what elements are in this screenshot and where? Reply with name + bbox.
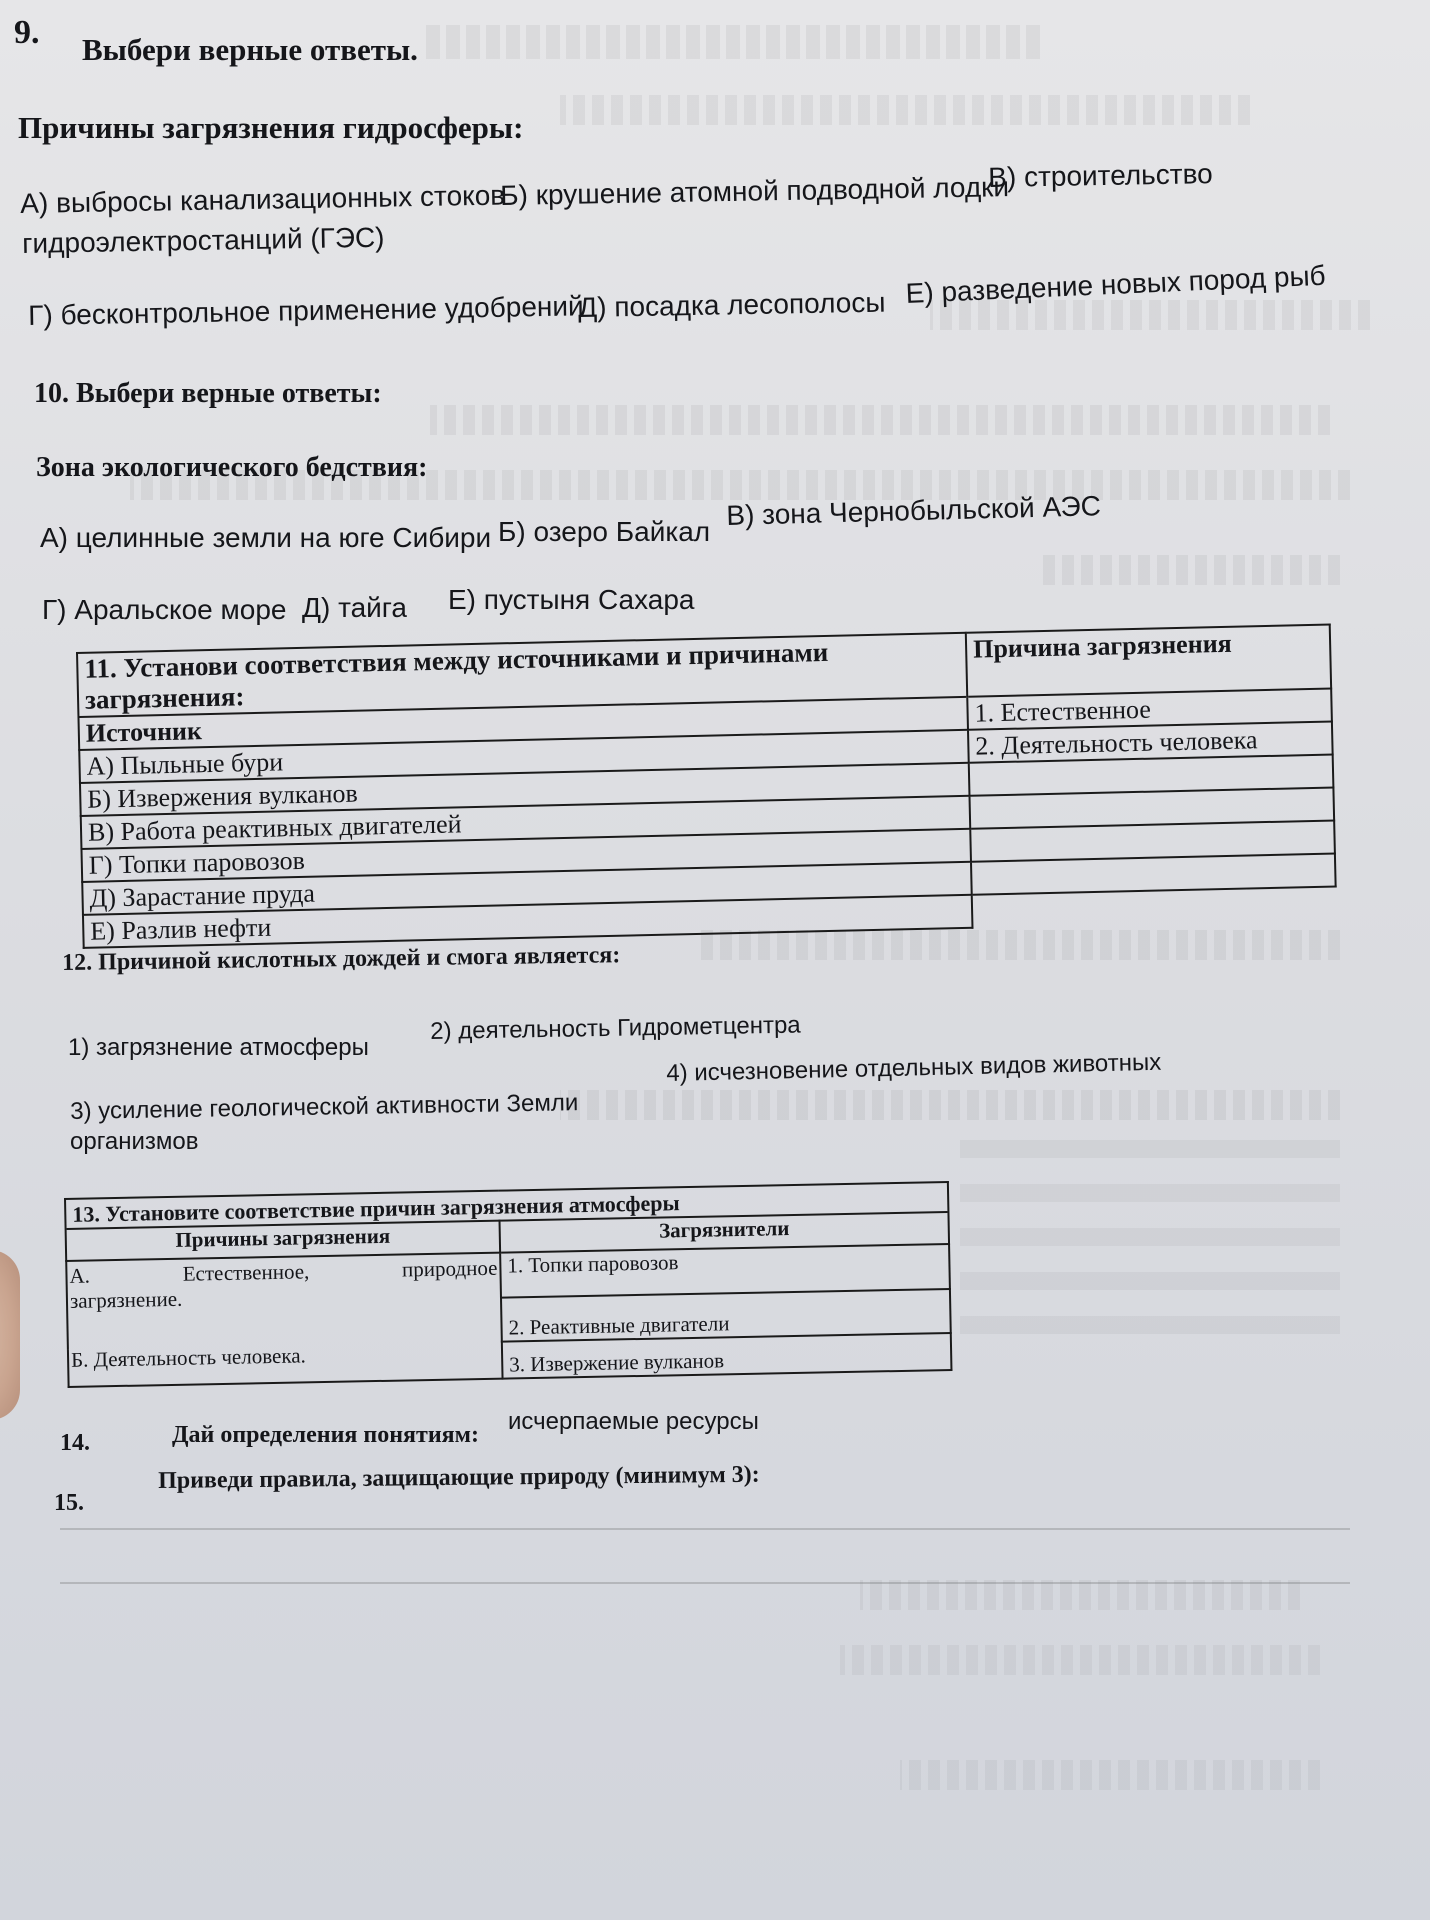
q10-option-d: Г) Аральское море (42, 594, 287, 625)
q9-option-b: Б) крушение атомной подводной лодки (500, 171, 1010, 211)
q9-subtitle: Причины загрязнения гидросферы: (18, 110, 524, 145)
q12-option-1: 1) загрязнение атмосферы (68, 1034, 369, 1061)
q11-title: 11. Установи соответствия между источниками и причинами загрязнения: (77, 633, 967, 717)
q11-source-f: Е) Разлив нефти (83, 895, 973, 948)
q10-option-c: В) зона Чернобыльской АЭС (726, 490, 1102, 531)
q10-subtitle: Зона экологического бедствия: (36, 452, 428, 483)
q13-cause-a-word-3: загрязнение. (69, 1286, 183, 1313)
q13-cause-a-word: Естественное, (182, 1259, 310, 1286)
q11-header-source: Источник (78, 697, 968, 750)
q9-prompt: Выбери верные ответы. (82, 32, 418, 67)
q11-source-c: В) Работа реактивных двигателей (81, 796, 971, 849)
q9-option-e: Д) посадка лесополосы (578, 286, 886, 323)
bleed-through-text (900, 1760, 1320, 1790)
q9-option-d: Г) бесконтрольное применение удобрений (28, 290, 584, 331)
q13-cause-a-label: А. (69, 1263, 91, 1288)
q9-option-a: А) выбросы канализационных стоков (20, 179, 506, 219)
bleed-through-text (700, 930, 1340, 960)
bleed-through-text (420, 25, 1040, 59)
q10-title: 10. Выбери верные ответы: (34, 378, 382, 409)
bleed-through-text (1040, 555, 1340, 585)
q14-term: исчерпаемые ресурсы (508, 1408, 759, 1435)
q13-header-causes: Причины загрязнения (66, 1221, 501, 1261)
q9-number: 9. (14, 14, 40, 51)
q12-option-2: 2) деятельность Гидрометцентра (430, 1011, 801, 1045)
q13-pollutant-3: 3. Извержение вулканов (502, 1333, 952, 1378)
q9-option-c: В) строительство (988, 158, 1213, 193)
q13-pollutant-1: 1. Топки паровозов (500, 1244, 950, 1297)
q11-source-e: Д) Зарастание пруда (82, 862, 972, 915)
bleed-through-text (840, 1645, 1320, 1675)
q11-cause-2: 2. Деятельность человека (968, 722, 1333, 763)
q13-pollutant-2: 2. Реактивные двигатели (501, 1289, 951, 1342)
q15-prompt: Приведи правила, защищающие природу (минимум 3): (158, 1461, 760, 1494)
q13-causes-cell (66, 1253, 502, 1387)
q10-option-b: Б) озеро Байкал (498, 516, 711, 547)
q11-source-d: Г) Топки паровозов (81, 829, 971, 882)
q13-title: 13. Установите соответствие причин загрязнения атмосферы (65, 1182, 948, 1229)
q11-header-cause: Причина загрязнения (966, 625, 1331, 697)
q12-option-4-continued: организмов (70, 1128, 199, 1155)
q14-prompt: Дай определения понятиям: (172, 1422, 479, 1448)
answer-lines (60, 1528, 1350, 1584)
q11-cause-1: 1. Естественное (967, 689, 1332, 730)
bleed-through-text (860, 1580, 1300, 1610)
bleed-through-text (560, 95, 1250, 125)
q12-option-3: 3) усиление геологической активности Земли (70, 1089, 579, 1125)
q11-matching-table (76, 624, 1337, 949)
q9-option-c-continued: гидроэлектростанций (ГЭС) (22, 221, 385, 259)
bleed-through-text (960, 1140, 1340, 1340)
q13-cause-b: Б. Деятельность человека. (70, 1343, 306, 1372)
q10-option-f: Е) пустыня Сахара (448, 584, 695, 615)
q11-empty-cell (972, 886, 1337, 927)
q9-option-f: Е) разведение новых пород рыб (905, 259, 1327, 309)
q10-option-a: А) целинные земли на юге Сибири (40, 522, 492, 553)
q11-source-a: А) Пыльные бури (79, 730, 969, 783)
finger-holding-page (0, 1250, 20, 1420)
q10-option-e: Д) тайга (302, 592, 407, 623)
q15-number: 15. (54, 1490, 84, 1516)
q13-cause-a-word-2: природное (401, 1255, 498, 1282)
q14-number: 14. (60, 1430, 90, 1456)
q13-header-pollutants: Загрязнители (500, 1212, 950, 1253)
q12-option-4: 4) исчезновение отдельных видов животных (666, 1048, 1162, 1087)
bleed-through-text (560, 1090, 1340, 1120)
bleed-through-text (430, 405, 1330, 435)
q11-source-b: Б) Извержения вулканов (80, 763, 970, 816)
q12-title: 12. Причиной кислотных дождей и смога является: (62, 942, 621, 976)
q13-matching-table (64, 1181, 952, 1388)
